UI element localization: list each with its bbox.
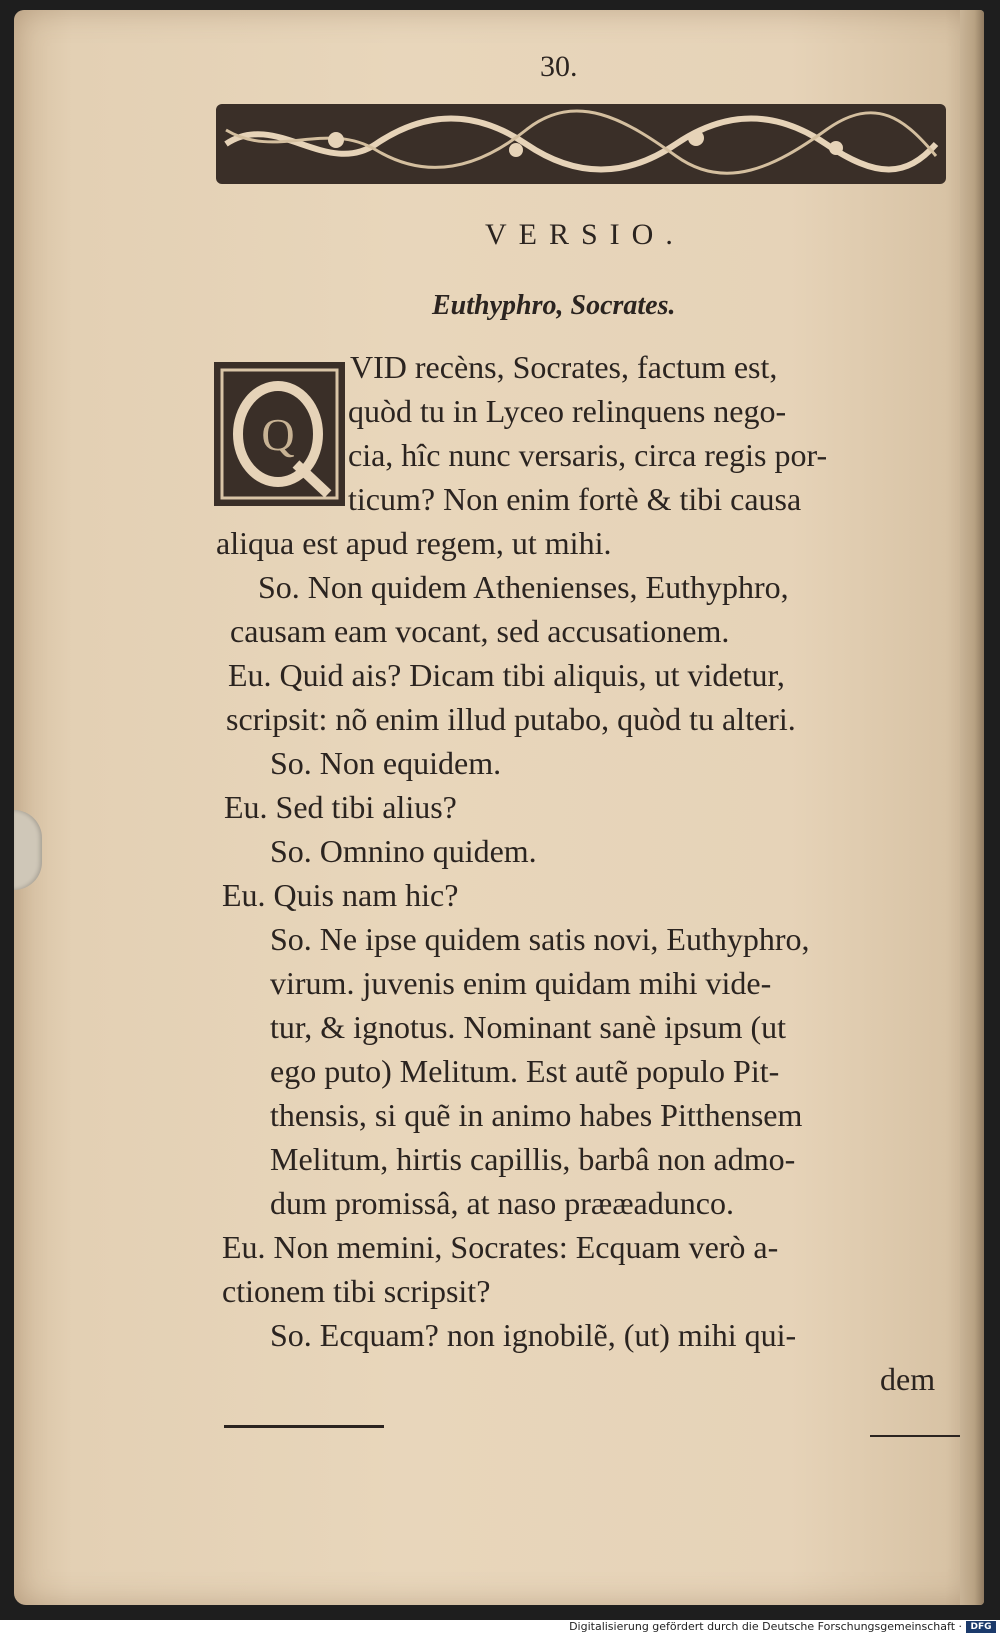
text-line: aliqua est apud regem, ut mihi. [216,525,612,561]
text-line: ego puto) Melitum. Est autẽ populo Pit- [270,1053,780,1089]
text-line: Eu. Non memini, Socrates: Ecquam verò a- [222,1229,779,1265]
text-line: Melitum, hirtis capillis, barbâ non admo- [270,1141,796,1177]
text-line: So. Non quidem Athenienses, Euthyphro, [258,569,789,605]
text-line: virum. juvenis enim quidam mihi vide- [270,965,772,1001]
binding-tab [14,810,42,890]
text-line: So. Ecquam? non ignobilẽ, (ut) mihi qui- [270,1317,797,1353]
text-line: VID recèns, Socrates, factum est, [350,349,778,385]
page-edge [960,10,984,1605]
catchword: dem [880,1361,936,1397]
page-number: 30. [540,50,578,83]
text-line: quòd tu in Lyceo relinquens nego- [348,393,787,429]
text-line: tur, & ignotus. Nominant sanè ipsum (ut [270,1009,787,1045]
text-line: cia, hîc nunc versaris, circa regis por- [348,437,828,473]
text-line: So. Omnino quidem. [270,833,537,869]
text-line: scripsit: nõ enim illud putabo, quòd tu alteri. [226,701,796,737]
section-heading: VERSIO. [485,218,685,251]
ornament-band [216,100,946,188]
text-line: thensis, si quẽ in animo habes Pitthensem [270,1097,803,1133]
initial-letter: Q [261,409,295,460]
credit-text: Digitalisierung gefördert durch die Deutsche Forschungsgemeinschaft · [569,1620,962,1633]
footer-rule [870,1435,960,1437]
text-line: So. Ne ipse quidem satis novi, Euthyphro, [270,921,810,957]
text-line: Eu. Sed tibi alius? [224,789,457,825]
text-line: causam eam vocant, sed accusationem. [230,613,730,649]
text-line: ticum? Non enim fortè & tibi causa [348,481,802,517]
footer-rule [224,1425,384,1428]
text-line: Eu. Quid ais? Dicam tibi aliquis, ut videtur, [228,657,785,693]
speakers-heading: Euthyphro, Socrates. [432,290,676,321]
text-line: ctionem tibi scripsit? [222,1273,491,1309]
decorated-initial [212,360,347,508]
dfg-logo: DFG [966,1621,996,1633]
text-line: dum promissâ, at naso prææadunco. [270,1185,734,1221]
text-line: Eu. Quis nam hic? [222,877,459,913]
text-line: So. Non equidem. [270,745,502,781]
